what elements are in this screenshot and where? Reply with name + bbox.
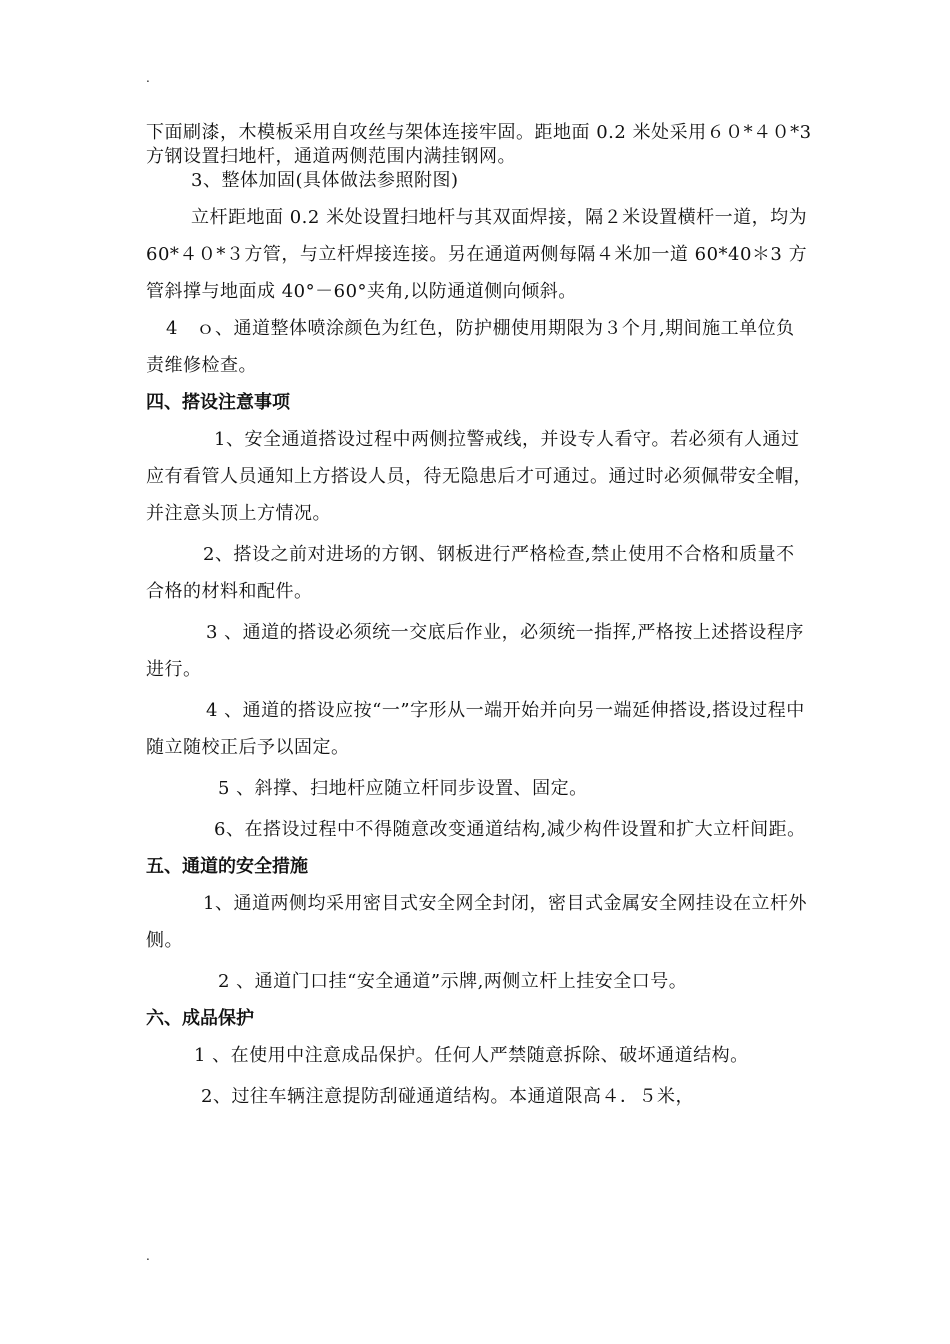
paragraph-overall-reinforcement-title: 3、整体加固(具体做法参照附图) [191,170,459,191]
section-heading-erection-notes: 四、搭设注意事项 [146,392,290,413]
list-item: 2、搭设之前对进场的方钢、钢板进行严格检查,禁止使用不合格和质量不合格的材料和配件。 [146,544,795,602]
paragraph-pole-reinforcement: 立杆距地面 0.2 米处设置扫地杆与其双面焊接，隔２米设置横杆一道，均为 60*４０*３方管，与立杆焊接连接。另在通道两侧每隔４米加一道 60*40＊3 方管斜撑与地面成 40°－60°夹角,以防通道侧向倾斜。 [146,207,808,302]
list-item: 2 、通道门口挂“安全通道”示牌,两侧立杆上挂安全口号。 [218,971,688,992]
paragraph-paint-formwork: 下面刷漆，木模板采用自攻丝与架体连接牢固。距地面 0.2 米处采用６０*４０*3 方钢设置扫地杆，通道两侧范围内满挂钢网。 [146,122,812,167]
section-heading-product-protection: 六、成品保护 [146,1008,254,1029]
list-item: 2、过往车辆注意提防刮碰通道结构。本通道限高４．５米， [201,1086,694,1107]
page-marker-top: . [146,71,150,85]
paragraph-paint-color: 4 ｏ、通道整体喷涂颜色为红色，防护棚使用期限为３个月,期间施工单位负责维修检查。 [146,318,795,376]
list-item: 4 、通道的搭设应按“一”字形从一端开始并向另一端延伸搭设,搭设过程中随立随校正后予以固定。 [146,700,805,758]
list-item: 1、安全通道搭设过程中两侧拉警戒线，并设专人看守。若必须有人通过应有看管人员通知上方搭设人员，待无隐患后才可通过。通过时必须佩带安全帽，并注意头顶上方情况。 [146,429,812,524]
section-heading-safety-measures: 五、通道的安全措施 [146,856,308,877]
page-marker-bottom: . [146,1249,150,1263]
list-item: 3 、通道的搭设必须统一交底后作业，必须统一指挥,严格按上述搭设程序进行。 [146,622,804,680]
document-body [146,121,812,1115]
list-item: 6、在搭设过程中不得随意改变通道结构,减少构件设置和扩大立杆间距。 [214,819,806,840]
list-item: 1 、在使用中注意成品保护。任何人严禁随意拆除、破坏通道结构。 [194,1045,749,1066]
list-item: 5 、斜撑、扫地杆应随立杆同步设置、固定。 [218,778,588,799]
list-item: 1、通道两侧均采用密目式安全网全封闭，密目式金属安全网挂设在立杆外侧。 [146,893,807,951]
